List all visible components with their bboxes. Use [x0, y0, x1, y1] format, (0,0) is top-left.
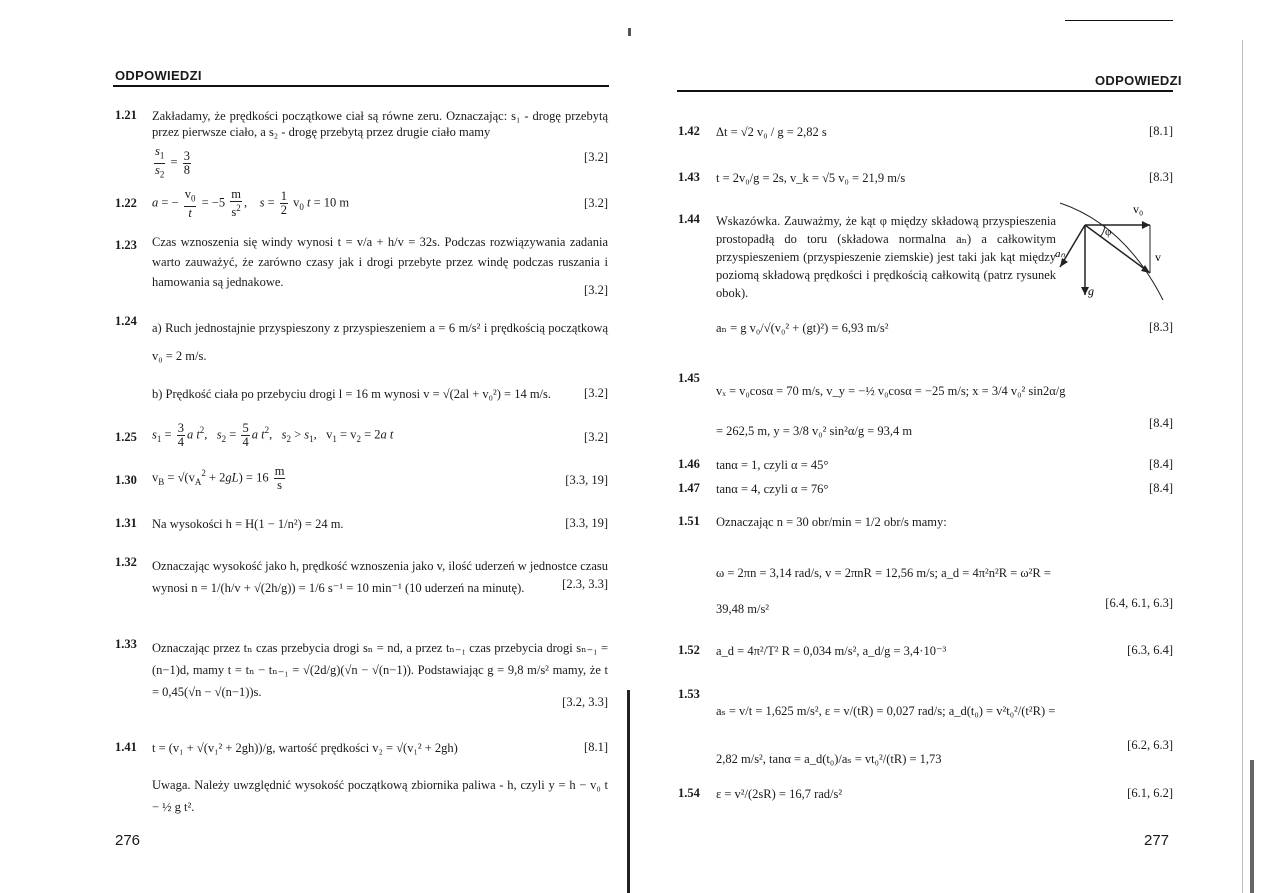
v-arrow [1085, 225, 1150, 273]
reference: [3.2, 3.3] [562, 695, 608, 709]
problem-text: Oznaczając n = 30 obr/min = 1/2 obr/s mamy: [716, 515, 947, 529]
page-edge [1242, 40, 1243, 893]
formula: $v_B = √(v_A^2 + 2gL) = 16$ $\frac{m}{s}$ [152, 464, 285, 492]
formula: vₓ = v₀cosα = 70 m/s, v_y = −½ v₀cosα = −25 m/s; x = 3/4 v₀² sin2α/g = 262,5 m, y = 3/8 v₀² sin²α/g = 93,4 m [716, 384, 1066, 438]
problem-text: Na wysokości h = H(1 − 1/n²) = 24 m. [152, 517, 344, 531]
problem-number: 1.41 [115, 740, 137, 754]
reference: [3.2] [584, 386, 608, 400]
formula: t = (v₁ + √(v₁² + 2gh))/g, wartość prędkości v₂ = √(v₁² + 2gh) [152, 741, 458, 755]
label-v: v [1155, 250, 1161, 264]
page-number-left: 276 [115, 832, 141, 849]
problem-number: 1.51 [678, 514, 700, 528]
problem-number: 1.43 [678, 170, 700, 184]
formula: t = 2v₀/g = 2s, v_k = √5 v₀ = 21,9 m/s [716, 171, 906, 185]
reference: [6.4, 6.1, 6.3] [1105, 596, 1173, 610]
header-rule-left [113, 85, 609, 87]
formula: aₛ = v/t = 1,625 m/s², ε = v/(tR) = 0,027 rad/s; a_d(t₀) = v²t₀²/(t²R) = 2,82 m/s², tanα = a_d(t₀)/aₛ = vt₀²/(tR) = 1,73 [716, 704, 1056, 766]
page-edge-shadow [1250, 760, 1254, 893]
reference: [8.4] [1149, 416, 1173, 430]
problem-number: 1.25 [115, 430, 137, 444]
problem-number: 1.44 [678, 212, 700, 226]
reference: [6.2, 6.3] [1127, 738, 1173, 752]
problem-text: tanα = 1, czyli α = 45° [716, 458, 829, 472]
reference: [6.1, 6.2] [1127, 786, 1173, 800]
problem-text: tanα = 4, czyli α = 76° [716, 482, 829, 496]
reference: [3.2] [584, 150, 608, 164]
problem-text: Wskazówka. Zauważmy, że kąt φ między składową przyspieszenia prostopadłą do toru (składowa normalna aₙ) a całkowitym przyspieszeniem (przyspieszenie ziemskie) jest taki jak kąt między poziomą składową prędkości i prędkością całkowitą (patrz rysunek obok). [716, 214, 1056, 300]
problem-number: 1.33 [115, 637, 137, 651]
problem-number: 1.24 [115, 314, 137, 328]
problem-text: Oznaczając przez tₙ czas przebycia drogi sₙ = nd, a przez tₙ₋₁ czas przebycia drogi sₙ₋₁ = (n−1)d, mamy t = tₙ − tₙ₋₁ = √(2d/g)(√n − √(n−1)). Podstawiając g = 9,8 m/s² mamy, że t = 0,45(√n − √(n−1))s. [152, 641, 608, 699]
formula: ε = v²/(2sR) = 16,7 rad/s² [716, 787, 843, 801]
reference: [8.4] [1149, 481, 1173, 495]
label-phi: φ [1105, 226, 1112, 238]
problem-number: 1.30 [115, 473, 137, 487]
problem-number: 1.45 [678, 371, 700, 385]
page-number-right: 277 [1144, 832, 1170, 849]
reference: [3.2] [584, 196, 608, 210]
reference: [8.4] [1149, 457, 1173, 471]
problem-number: 1.54 [678, 786, 700, 800]
problem-number: 1.21 [115, 108, 137, 122]
problem-number: 1.42 [678, 124, 700, 138]
formula: aₙ = g v₀/√(v₀² + (gt)²) = 6,93 m/s² [716, 321, 889, 335]
label-g: g [1088, 284, 1094, 298]
formula: $\frac{s_1}{s_2}$ = $\frac{3}{8}$ [155, 144, 190, 179]
problem-number: 1.23 [115, 238, 137, 252]
problem-text: Zakładamy, że prędkości początkowe ciał są równe zeru. Oznaczając: s₁ - drogę przebytą przez pierwsze ciało, a s₂ - drogę przebytą przez drugie ciało mamy [152, 109, 608, 139]
reference: [8.1] [1149, 124, 1173, 138]
left-page [0, 0, 630, 893]
reference: [8.1] [584, 740, 608, 754]
problem-number: 1.46 [678, 457, 700, 471]
formula: ω = 2πn = 3,14 rad/s, v = 2πnR = 12,56 m/s; a_d = 4π²n²R = ω²R = 39,48 m/s² [716, 566, 1051, 616]
reference: [3.2] [584, 430, 608, 444]
formula: $s_1$ = $\frac{3}{4}$ a $t^2$, $s_2$ = $\frac{5}{4}$ a $t^2$, $s_2 > s_1$, $v_1 = v_2 = 2a$ t [152, 421, 394, 449]
header-rule-right [677, 90, 1173, 92]
page-header-left: ODPOWIEDZI [115, 68, 202, 83]
label-v0: v₀ [1133, 202, 1144, 216]
reference: [8.3] [1149, 320, 1173, 334]
right-page [630, 0, 1263, 893]
reference: [6.3, 6.4] [1127, 643, 1173, 657]
formula: a = − $\frac{v_0}{t}$ = −5 $\frac{m}{s^2}$ , s = $\frac{1}{2}$ $v_0$ t = 10 m [152, 187, 350, 220]
page-header-right: ODPOWIEDZI [1095, 73, 1182, 88]
problem-number: 1.53 [678, 687, 700, 701]
problem-number: 1.32 [115, 555, 137, 569]
note: Uwaga. Należy uwzględnić wysokość początkową zbiornika paliwa - h, czyli y = h − v₀ t − ½ g t². [152, 778, 608, 814]
formula: Δt = √2 v₀ / g = 2,82 s [716, 125, 827, 139]
problem-text: Oznaczając wysokość jako h, prędkość wznoszenia jako v, ilość uderzeń w jednostce czasu wynosi n = 1/(h/v + √(2h/g)) = 1/6 s⁻¹ = 10 min⁻¹ (10 uderzeń na minutę). [152, 559, 608, 595]
problem-number: 1.31 [115, 516, 137, 530]
problem-number: 1.52 [678, 643, 700, 657]
reference: [3.2] [584, 283, 608, 297]
reference: [2.3, 3.3] [562, 577, 608, 591]
reference: [8.3] [1149, 170, 1173, 184]
formula: a_d = 4π²/T² R = 0,034 m/s², a_d/g = 3,4·10⁻³ [716, 644, 947, 658]
problem-number: 1.47 [678, 481, 700, 495]
reference: [3.3, 19] [565, 473, 608, 487]
problem-number: 1.22 [115, 196, 137, 210]
label-an: aₙ [1055, 248, 1065, 260]
reference: [3.3, 19] [565, 516, 608, 530]
velocity-diagram [1055, 195, 1175, 305]
problem-text: Czas wznoszenia się windy wynosi t = v/a + h/v = 32s. Podczas rozwiązywania zadania warto zauważyć, że zarówno czasy jak i drogi przebyte przez windę podczas ruszania i hamowania są jednakowe. [152, 235, 608, 289]
problem-text: a) Ruch jednostajnie przyspieszony z przyspieszeniem a = 6 m/s² i prędkością początkową v₀ = 2 m/s. [152, 321, 608, 363]
top-rule [1065, 20, 1173, 21]
problem-text: b) Prędkość ciała po przebyciu drogi l = 16 m wynosi v = √(2al + v₀²) = 14 m/s. [152, 387, 551, 401]
